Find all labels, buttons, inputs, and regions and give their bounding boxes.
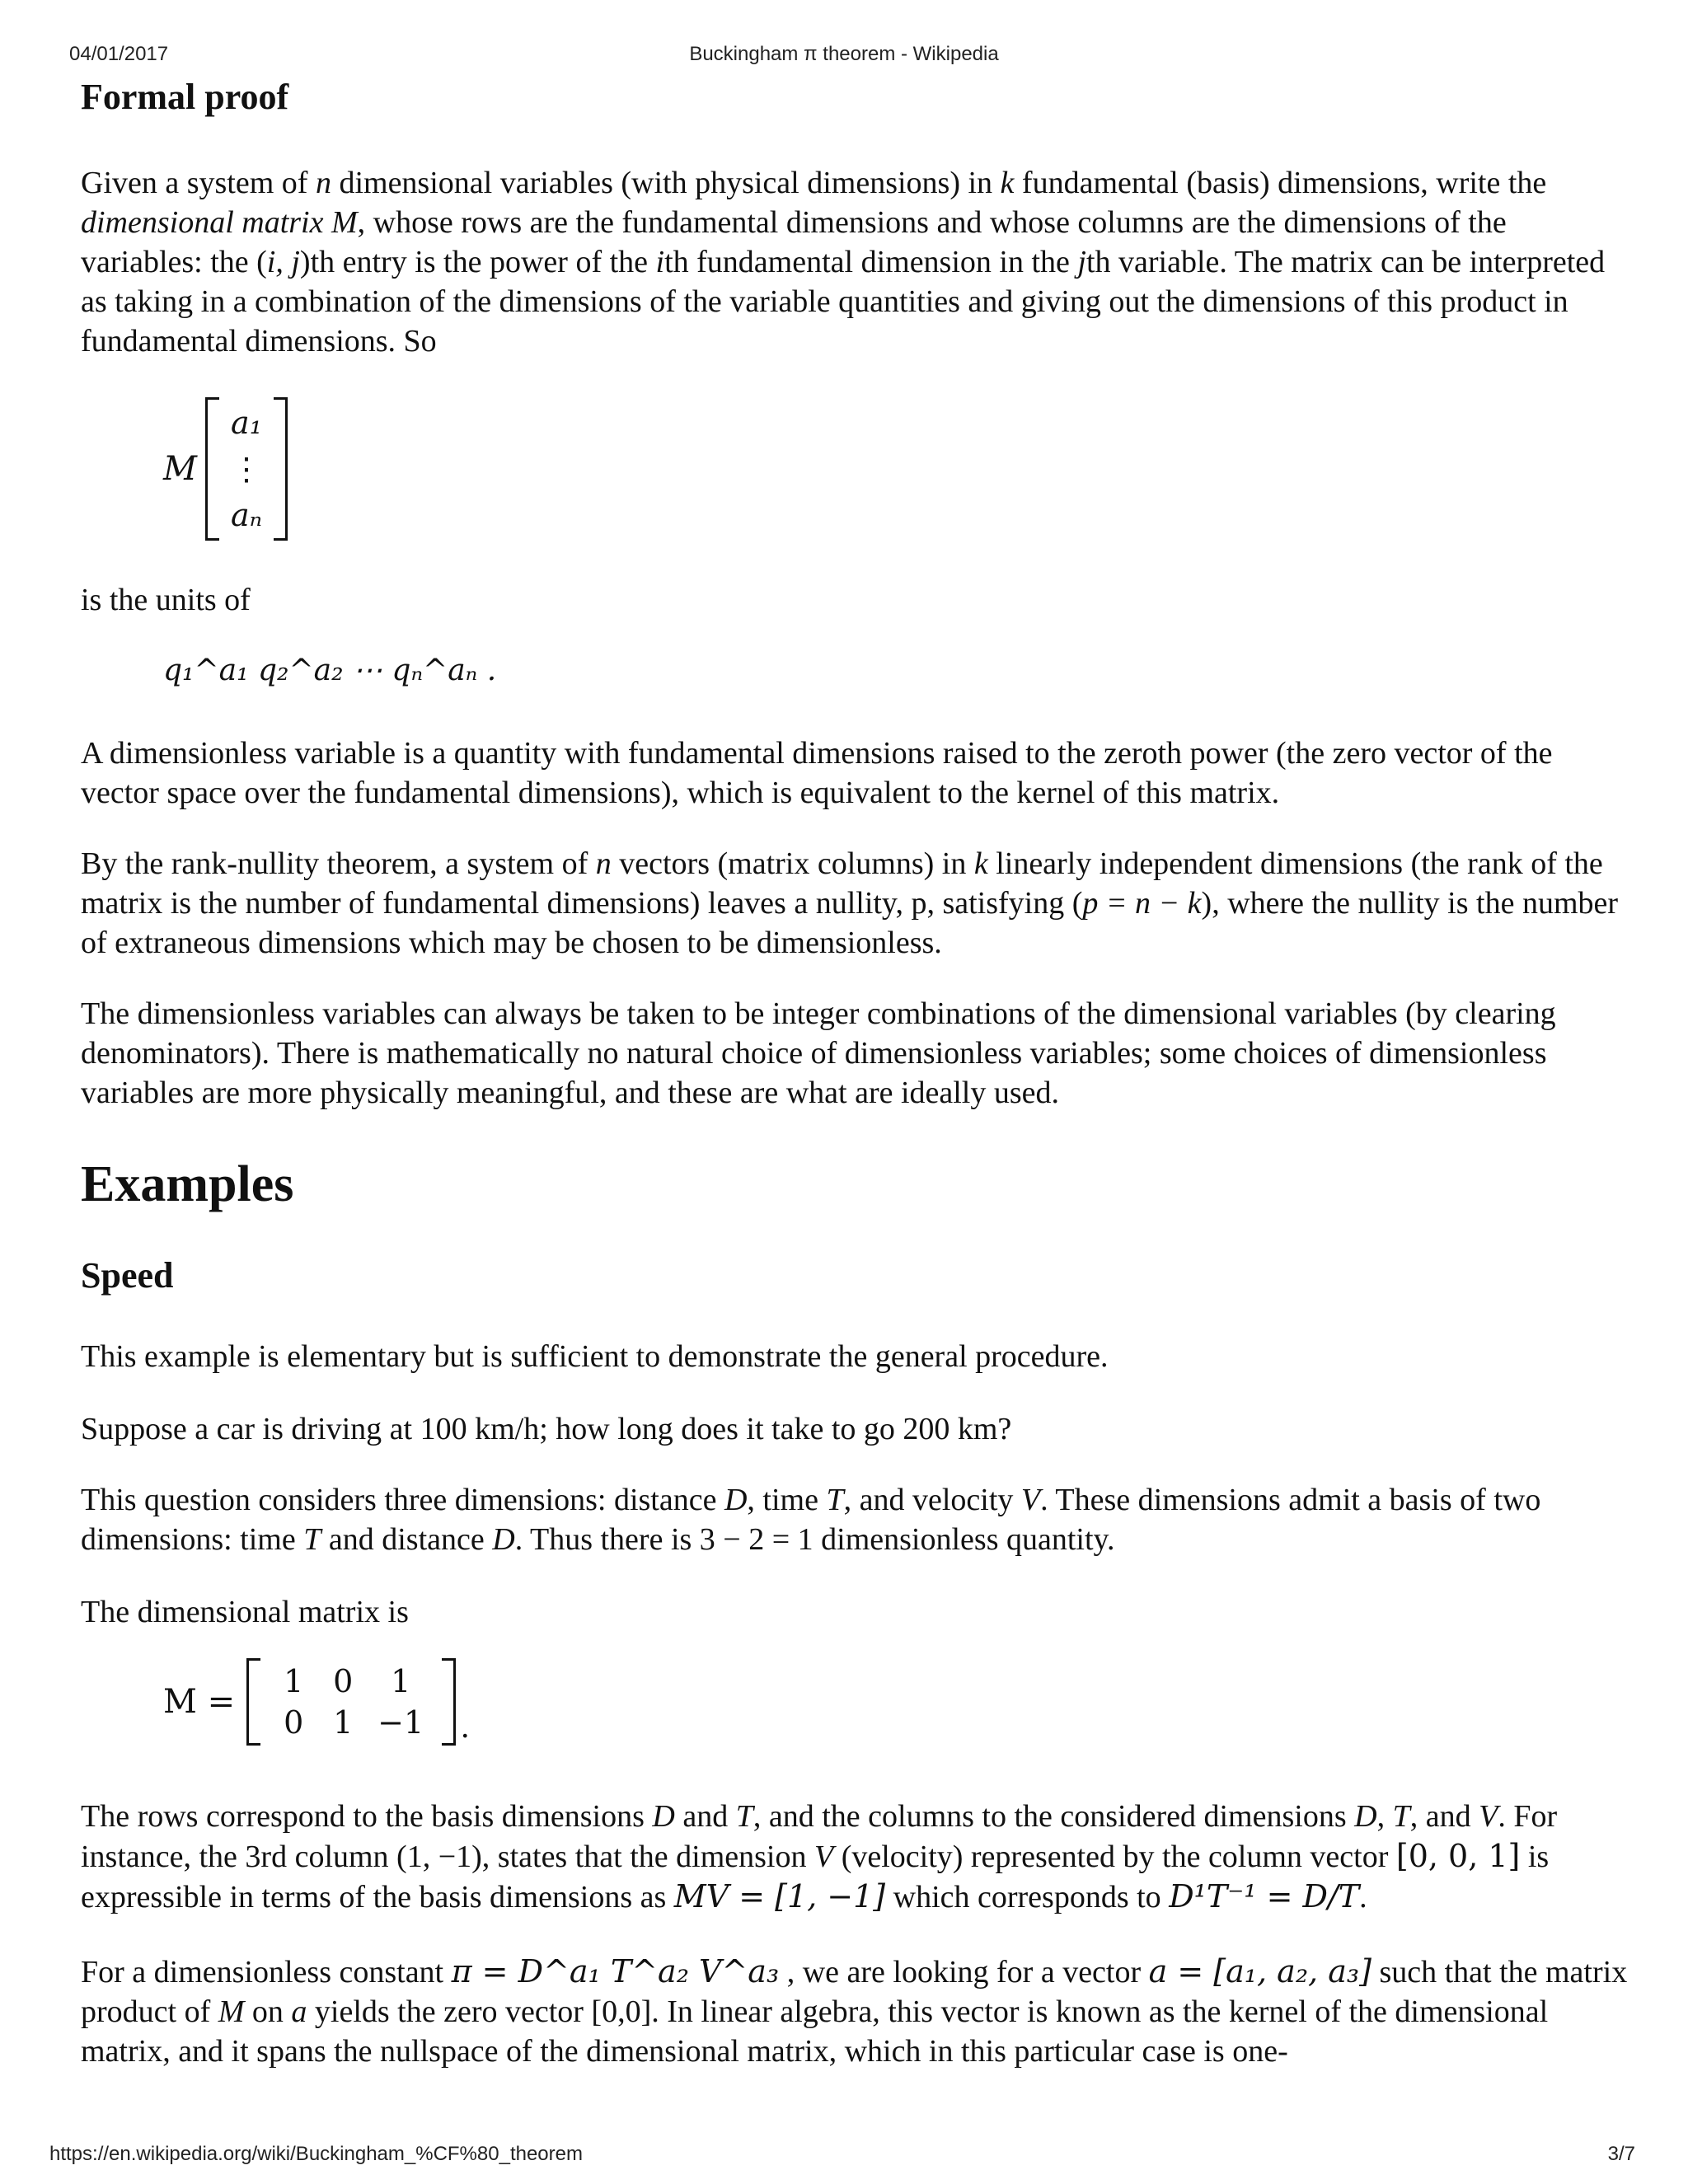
equation-product: q₁^a₁ q₂^a₂ ⋯ qₙ^aₙ .: [163, 654, 497, 687]
matrix-cell: 0: [333, 1663, 354, 1699]
examples-heading: Examples: [81, 1156, 294, 1212]
page-number: 3/7: [1607, 2143, 1635, 2165]
formal-proof-paragraph-5: The dimensionless variables can always be taken to be integer combinations of the dimensional variables (by clearing denominators). There is mathematically no natural choice of dimensionless variables; some choices of dimensionless variables are more physically meaningful, and these are what are ideally used.: [81, 996, 1556, 1110]
speed-heading: Speed: [81, 1255, 174, 1296]
eq1-a1: a₁: [231, 405, 262, 441]
eq3-period: .: [461, 1708, 470, 1745]
speed-paragraph-2: Suppose a car is driving at 100 km/h; how long does it take to go 200 km?: [81, 1412, 1012, 1446]
matrix-cell: 1: [284, 1663, 304, 1699]
page-title: Buckingham π theorem - Wikipedia: [689, 43, 999, 65]
speed-paragraph-5: The rows correspond to the basis dimensions D and T, and the columns to the considered dimensions D, T, and V. For instance, the 3rd column (1, −1), states that the dimension V (velocity) represented by the column vector [0, 0, 1] is expressible in terms of the basis dimensions as MV = [1, −1] which corresponds to D¹T⁻¹ = D/T.: [81, 1799, 1558, 1915]
eq1-vdots: ⋮: [231, 451, 262, 487]
eq3-lhs: M =: [163, 1683, 236, 1721]
formal-proof-paragraph-4: By the rank-nullity theorem, a system of n vectors (matrix columns) in k linearly independent dimensions (the rank of the matrix is the number of fundamental dimensions) leaves a nullity, p, satisfying (p = n − k), where the nullity is the number of extraneous dimensions which may be chosen to be dimensionless.: [81, 846, 1619, 960]
eq3-matrix-grid: [260, 1661, 442, 1743]
equation-dimensional-matrix: [163, 1658, 575, 1746]
matrix-cell: 1: [391, 1663, 411, 1699]
formal-proof-heading: Formal proof: [81, 77, 289, 117]
equation-m-vector: [163, 397, 493, 541]
speed-paragraph-6: For a dimensionless constant π = D^a₁ T^a₂ V^a₃ , we are looking for a vector a = [a₁, a₂, a₃] such that the matrix product of M on a yields the zero vector [0,0]. In linear algebra, this vector is known as the kernel of the dimensional matrix, and it spans the nullspace of the dimensional matrix, which in this particular case is one-: [81, 1953, 1628, 2069]
speed-paragraph-4: The dimensional matrix is: [81, 1595, 409, 1629]
matrix-cell: 1: [333, 1704, 354, 1741]
matrix-cell: −1: [377, 1704, 424, 1741]
speed-paragraph-1: This example is elementary but is sufficient to demonstrate the general procedure.: [81, 1339, 1109, 1374]
eq1-an: aₙ: [230, 497, 263, 533]
formal-proof-paragraph-3: A dimensionless variable is a quantity with fundamental dimensions raised to the zeroth power (the zero vector of the vector space over the fundamental dimensions), which is equivalent to the kernel of this matrix.: [81, 736, 1553, 810]
speed-paragraph-3: This question considers three dimensions: distance D, time T, and velocity V. These dimensions admit a basis of two dimensions: time T and distance D. Thus there is 3 − 2 = 1 dimensionless quantity.: [81, 1483, 1541, 1557]
matrix-cell: 0: [284, 1704, 304, 1741]
formal-proof-paragraph-1: Given a system of n dimensional variables (with physical dimensions) in k fundamental (basis) dimensions, write the dimensional matrix M, whose rows are the fundamental dimensions and whose columns are the dimensions of the variables: the (i, j)th entry is the power of the ith fundamental dimension in the jth variable. The matrix can be interpreted as taking in a combination of the dimensions of the variable quantities and giving out the dimensions of this product in fundamental dimensions. So: [81, 166, 1606, 359]
print-date: 04/01/2017: [69, 43, 169, 65]
footer-url: https://en.wikipedia.org/wiki/Buckingham_%CF%80_theorem: [49, 2143, 583, 2165]
units-of-text: is the units of: [81, 583, 251, 617]
eq1-m: M: [163, 450, 197, 488]
